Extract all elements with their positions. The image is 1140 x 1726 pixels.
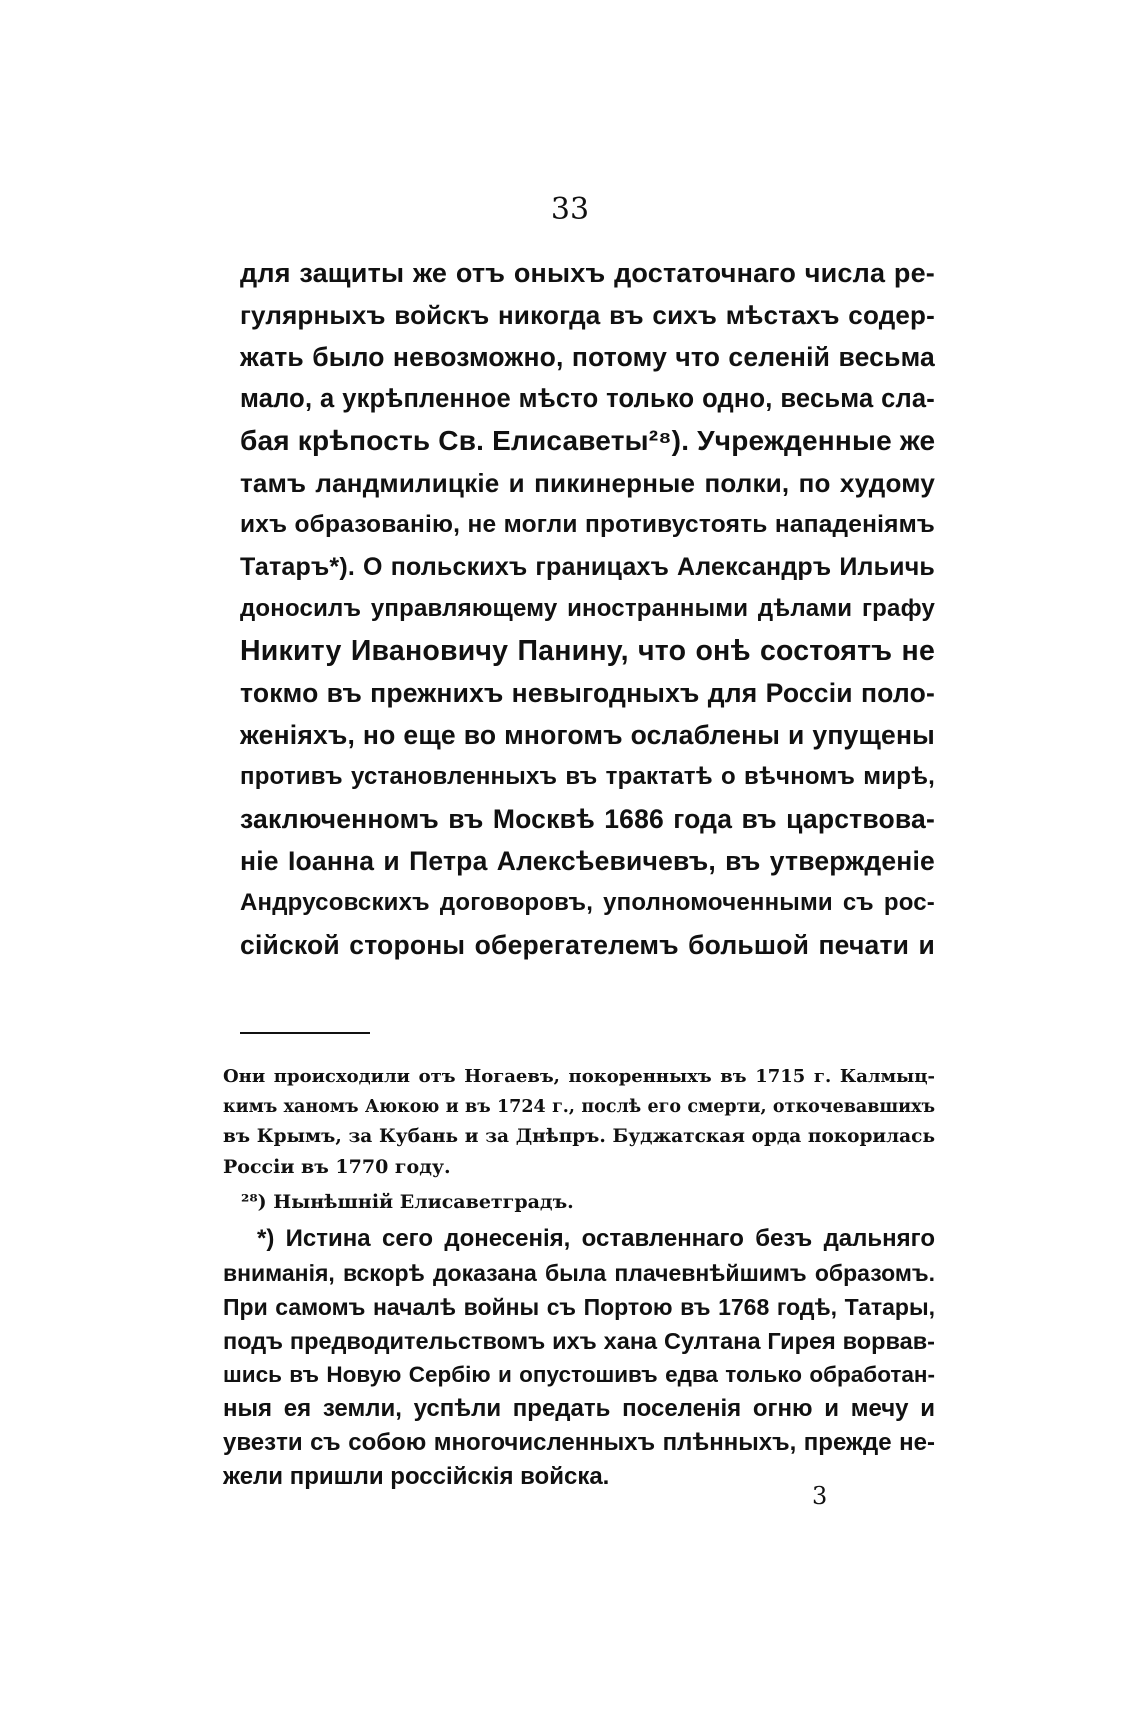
footnote-line: вниманія, вскорѣ доказана была плачевнѣйшимъ образомъ. <box>223 1260 935 1286</box>
text-line: тамъ ландмилицкіе и пикинерные полки, по худому <box>240 468 935 498</box>
footnote-line: подъ предводительствомъ ихъ хана Султана Гирея ворвав- <box>223 1328 935 1354</box>
footnote-divider <box>240 1032 370 1034</box>
text-line: для защиты же отъ оныхъ достаточнаго числа ре- <box>240 258 935 288</box>
footnote-line: *) Истина сего донесенія, оставленнаго безъ дальняго <box>257 1225 935 1252</box>
text-line: Татаръ*). О польскихъ границахъ Александръ Ильичь <box>240 553 935 581</box>
footnote-line: въ Крымъ, за Кубань и за Днѣпръ. Буджатская орда покорилась <box>223 1126 935 1147</box>
main-text <box>240 252 935 966</box>
text-line: сійской стороны оберегателемъ большой печати и <box>240 930 935 960</box>
text-line: доносилъ управляющему иностранными дѣлами графу <box>240 595 935 622</box>
footnote-28 <box>223 1188 935 1216</box>
footnote-line: шись въ Новую Сербію и опустошивъ едва только обработан- <box>223 1362 935 1387</box>
footnote-line: жели пришли россійскія войска. <box>223 1463 610 1490</box>
text-line: ихъ образованію, не могли противустоять нападеніямъ <box>240 511 935 538</box>
footnote-star <box>223 1222 935 1494</box>
footnote-line: Россіи въ 1770 году. <box>223 1156 451 1178</box>
text-line: женіяхъ, но еще во многомъ ослаблены и упущены <box>240 720 935 750</box>
text-line: гулярныхъ войскъ никогда въ сихъ мѣстахъ содер- <box>240 300 935 330</box>
text-line: мало, а укрѣпленное мѣсто только одно, весьма сла- <box>240 385 935 413</box>
text-line: ніе Іоанна и Петра Алексѣевичевъ, въ утвержденіе <box>240 846 935 876</box>
footnote-line: ²⁸) Нынѣшній Елисаветградъ. <box>241 1191 574 1213</box>
footnote-line: ныя ея земли, успѣли предать поселенія огню и мечу и <box>223 1395 935 1422</box>
footnote-line: При самомъ началѣ войны съ Портою въ 1768 годѣ, Татары, <box>223 1294 935 1320</box>
footnote-line: увезти съ собою многочисленныхъ плѣнныхъ, прежде не- <box>223 1429 935 1456</box>
page-number: 33 <box>550 192 590 227</box>
text-line: жать было невозможно, потому что селеній весьма <box>240 342 935 372</box>
text-line: токмо въ прежнихъ невыгодныхъ для Россіи поло- <box>240 678 935 708</box>
footnote-line: кимъ ханомъ Аюкою и въ 1724 г., послѣ его смерти, откочевавшихъ <box>223 1097 935 1117</box>
text-line: противъ установленныхъ въ трактатѣ о вѣчномъ мирѣ, <box>240 763 935 790</box>
text-line: Андрусовскихъ договоровъ, уполномоченными съ рос- <box>240 889 935 916</box>
footnote-continued <box>223 1062 935 1182</box>
text-line: Никиту Ивановичу Панину, что онѣ состоятъ не <box>240 635 935 667</box>
text-line: заключенномъ въ Москвѣ 1686 года въ царствова- <box>240 804 935 834</box>
text-line: бая крѣпость Св. Елисаветы²⁸). Учрежденные же <box>240 425 936 456</box>
footnote-line: Они происходили отъ Ногаевъ, покоренныхъ въ 1715 г. Калмыц- <box>223 1066 935 1087</box>
printer-signature-mark: 3 <box>812 1482 828 1510</box>
